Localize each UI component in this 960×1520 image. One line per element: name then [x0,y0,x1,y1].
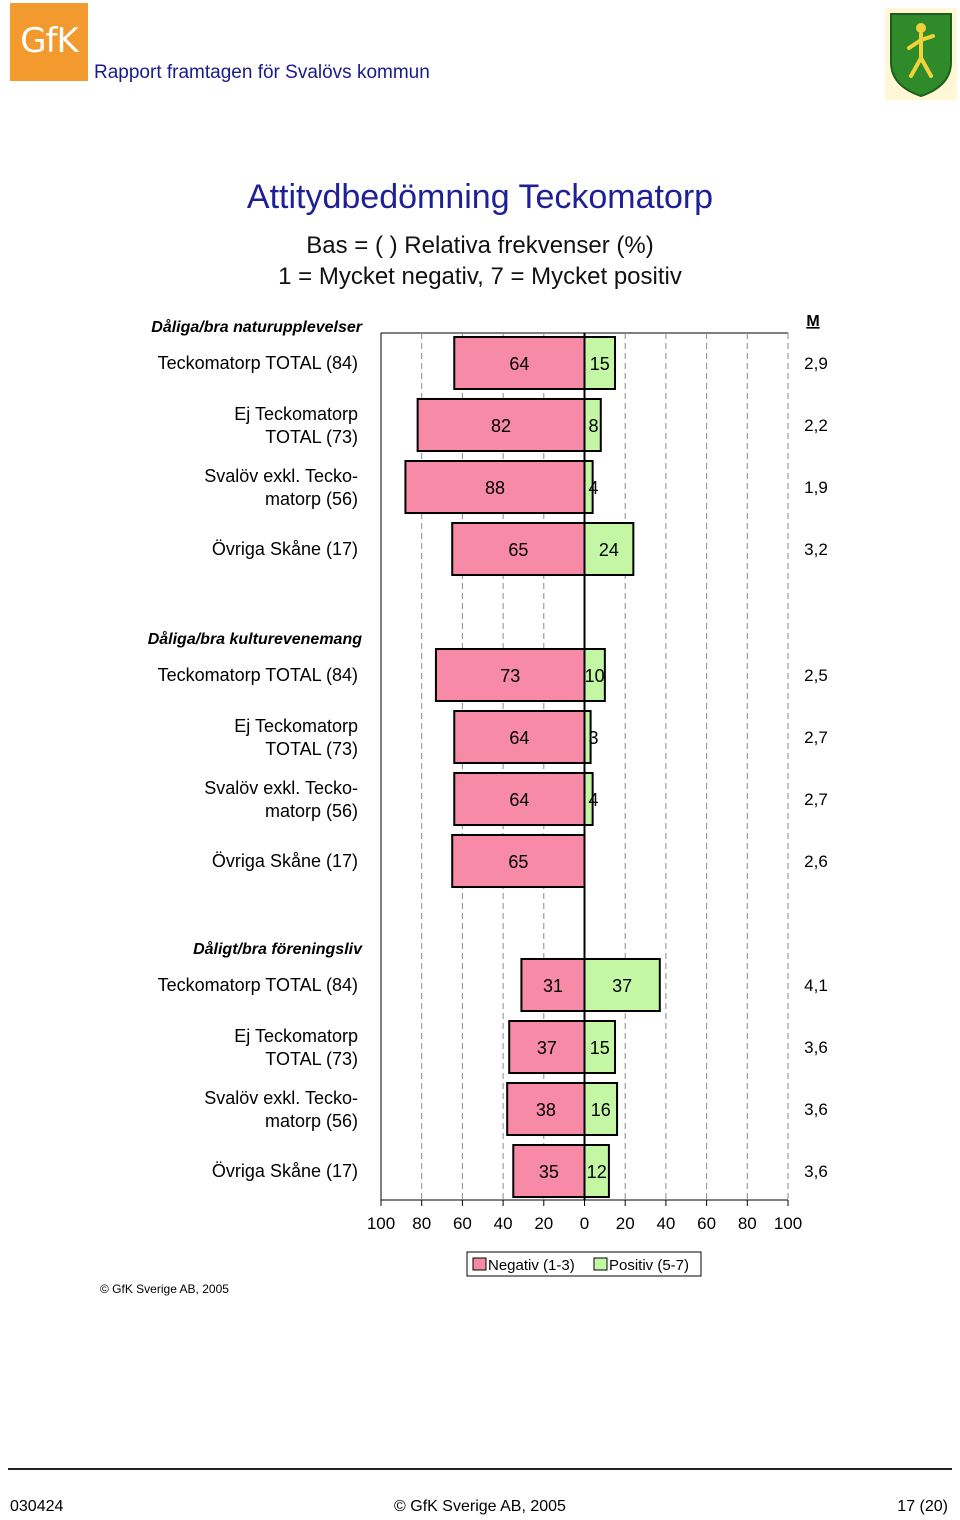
row-label: Övriga Skåne (17) [211,539,358,559]
mean-value: 1,9 [804,478,828,497]
positive-value-label: 15 [589,1038,610,1058]
chart-title: Attitydbedömning Teckomatorp [246,178,714,216]
negative-value-label: 38 [535,1100,556,1120]
x-tick-label: 100 [773,1214,803,1233]
row-label: TOTAL (73) [265,739,358,759]
x-tick-label: 20 [534,1214,554,1233]
legend-swatch-negative [473,1258,486,1270]
row-label: Teckomatorp TOTAL (84) [157,975,358,995]
row-label: Ej Teckomatorp [234,404,358,424]
row-label: TOTAL (73) [265,1049,358,1069]
mean-value: 3,6 [804,1100,828,1119]
row-label: Svalöv exkl. Tecko- [204,466,358,486]
negative-value-label: 64 [509,354,530,374]
footer-divider [8,1468,952,1470]
positive-value-label: 12 [586,1162,607,1182]
negative-value-label: 82 [491,416,512,436]
group-title: Dåliga/bra naturupplevelser [151,319,362,336]
positive-value-label: 4 [588,478,599,498]
x-tick-label: 40 [656,1214,676,1233]
mean-value: 2,7 [804,790,828,809]
x-tick-label: 60 [697,1214,717,1233]
row-label: Övriga Skåne (17) [211,1161,358,1181]
x-tick-label: 100 [366,1214,396,1233]
positive-value-label: 3 [588,728,599,748]
row-label: Teckomatorp TOTAL (84) [157,353,358,373]
x-tick-label: 60 [452,1214,472,1233]
chart-subtitle-scale: 1 = Mycket negativ, 7 = Mycket positiv [278,263,682,290]
chart-copyright: © GfK Sverige AB, 2005 [100,1282,229,1296]
legend-label-positive: Positiv (5-7) [609,1257,690,1274]
positive-value-label: 8 [588,416,599,436]
x-tick-label: 80 [737,1214,757,1233]
report-subtitle: Rapport framtagen för Svalövs kommun [94,62,430,83]
negative-value-label: 88 [484,478,505,498]
chart-subtitle-base: Bas = ( ) Relativa frekvenser (%) [306,232,654,259]
negative-value-label: 65 [508,540,529,560]
x-tick-label: 0 [579,1214,590,1233]
row-label: TOTAL (73) [265,427,358,447]
mean-value: 3,6 [804,1038,828,1057]
mean-value: 4,1 [804,976,828,995]
mean-value: 2,6 [804,852,828,871]
negative-value-label: 37 [536,1038,557,1058]
mean-value: 3,6 [804,1162,828,1181]
positive-value-label: 4 [588,790,599,810]
x-tick-label: 20 [615,1214,635,1233]
group-title: Dåligt/bra föreningsliv [193,941,362,958]
x-tick-label: 40 [493,1214,513,1233]
mean-value: 3,2 [804,540,828,559]
row-label: matorp (56) [264,1111,358,1131]
legend-label-negative: Negativ (1-3) [488,1257,575,1274]
negative-value-label: 64 [509,790,530,810]
row-label: Teckomatorp TOTAL (84) [157,665,358,685]
negative-value-label: 73 [500,666,521,686]
negative-value-label: 65 [508,852,529,872]
positive-value-label: 24 [598,540,619,560]
row-label: Svalöv exkl. Tecko- [204,778,358,798]
row-label: Svalöv exkl. Tecko- [204,1088,358,1108]
row-label: matorp (56) [264,801,358,821]
row-label: Ej Teckomatorp [234,716,358,736]
x-tick-label: 80 [412,1214,432,1233]
positive-value-label: 37 [612,976,633,996]
legend-swatch-positive [594,1258,607,1270]
mean-value: 2,5 [804,666,828,685]
mean-header: M [806,313,820,330]
negative-value-label: 35 [538,1162,559,1182]
footer-report-id: 030424 [10,1498,64,1515]
positive-value-label: 16 [590,1100,611,1120]
mean-value: 2,2 [804,416,828,435]
mean-value: 2,7 [804,728,828,747]
positive-value-label: 10 [584,666,605,686]
footer-copyright: © GfK Sverige AB, 2005 [394,1498,566,1515]
row-label: matorp (56) [264,489,358,509]
footer-page-number: 17 (20) [897,1498,948,1515]
group-title: Dåliga/bra kulturevenemang [147,631,362,648]
row-label: Övriga Skåne (17) [211,851,358,871]
logo-text: GfK [20,21,78,61]
mean-value: 2,9 [804,354,828,373]
negative-value-label: 64 [509,728,530,748]
negative-value-label: 31 [542,976,563,996]
positive-value-label: 15 [589,354,610,374]
row-label: Ej Teckomatorp [234,1026,358,1046]
